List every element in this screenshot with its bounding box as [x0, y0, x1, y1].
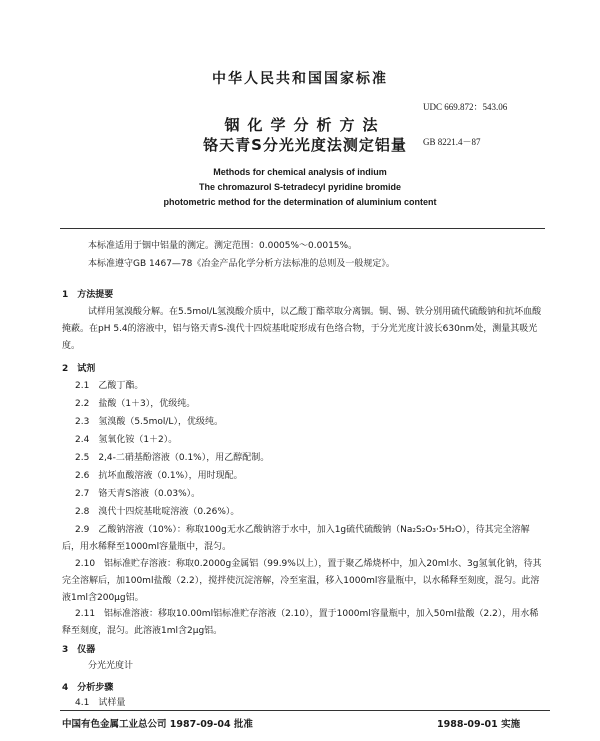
reagent-item: 2.7 铬天青S溶液（0.03%）。	[75, 489, 201, 499]
reagent-item: 2.1 乙酸丁酯。	[75, 381, 144, 391]
reagent-item-2-11: 2.11 铝标准溶液：移取10.00ml铝标准贮存溶液（2.10），置于1000ml容量瓶中，加入50ml盐酸（2.2），用水稀释至刻度，混匀。此溶液1ml含2μg铝。	[62, 609, 539, 636]
instrument-name: 分光光度计	[88, 661, 134, 671]
procedure-item-4-1: 4.1 试样量	[75, 698, 126, 708]
reagent-item: 2.5 2,4-二硝基酚溶液（0.1%），用乙醇配制。	[75, 453, 270, 463]
national-standard-title: 中华人民共和国国家标准	[212, 71, 388, 87]
reagent-item: 2.2 盐酸（1＋3），优级纯。	[75, 399, 196, 409]
document-title: 铟化学分析方法	[224, 116, 386, 134]
reagent-item: 2.6 抗坏血酸溶液（0.1%），用时现配。	[75, 471, 243, 481]
document-subtitle: 铬天青S分光光度法测定铝量	[203, 136, 407, 154]
english-title-line-3: photometric method for the determination of aluminium content	[163, 197, 437, 207]
section-1-text: 试样用氢溴酸分解。在5.5mol/L氢溴酸介质中，以乙酸丁酯萃取分离铟。铜、锡、铁分别用硫代硫酸钠和抗坏血酸掩蔽。在pH 5.4的溶液中，铝与铬天青S-溴代十四烷基吡啶形成有色络合物，于分光光度计波长630nm处，测量其吸光度。	[62, 307, 542, 351]
intro-scope: 本标准适用于铟中铝量的测定。测定范围：0.0005%～0.0015%。	[88, 241, 358, 251]
section-1-heading: 1 方法提要	[62, 290, 114, 300]
section-2-heading: 2 试剂	[62, 364, 96, 374]
header-divider	[60, 228, 545, 229]
reagent-item: 2.4 氢氧化铵（1＋2）。	[75, 435, 178, 445]
gb-number: GB 8221.4－87	[423, 137, 481, 147]
english-title-line-1: Methods for chemical analysis of indium	[213, 167, 387, 177]
reagent-item-2-9: 2.9 乙酸钠溶液（10%）：称取100g无水乙酸钠溶于水中，加入1g硫代硫酸钠（Na₂S₂O₃·5H₂O），待其完全溶解后，用水稀释至1000ml容量瓶中，混匀。	[62, 525, 530, 552]
udc-code: UDC 669.872：543.06	[423, 102, 508, 112]
reagent-item: 2.3 氢溴酸（5.5mol/L），优级纯。	[75, 417, 223, 427]
section-3-heading: 3 仪器	[62, 645, 96, 655]
section-4-heading: 4 分析步骤	[62, 683, 114, 693]
implementation-date: 1988-09-01 实施	[437, 719, 521, 730]
intro-compliance: 本标准遵守GB 1467—78《冶金产品化学分析方法标准的总则及一般规定》。	[88, 259, 395, 269]
footer-divider	[60, 710, 550, 711]
reagent-item: 2.8 溴代十四烷基吡啶溶液（0.26%）。	[75, 507, 240, 517]
approval-info: 中国有色金属工业总公司 1987-09-04 批准	[62, 719, 253, 730]
english-title-line-2: The chromazurol S-tetradecyl pyridine bromide	[198, 182, 402, 192]
reagent-item-2-10: 2.10 铝标准贮存溶液：称取0.2000g金属铝（99.9%以上），置于聚乙烯烧杯中，加入20ml水、3g氢氧化钠，待其完全溶解后，加100ml盐酸（2.2），搅拌使沉淀溶解，冷至室温，移入1000ml容量瓶中，以水稀释至刻度，混匀。此溶液1ml含200μg铝。	[62, 559, 542, 603]
